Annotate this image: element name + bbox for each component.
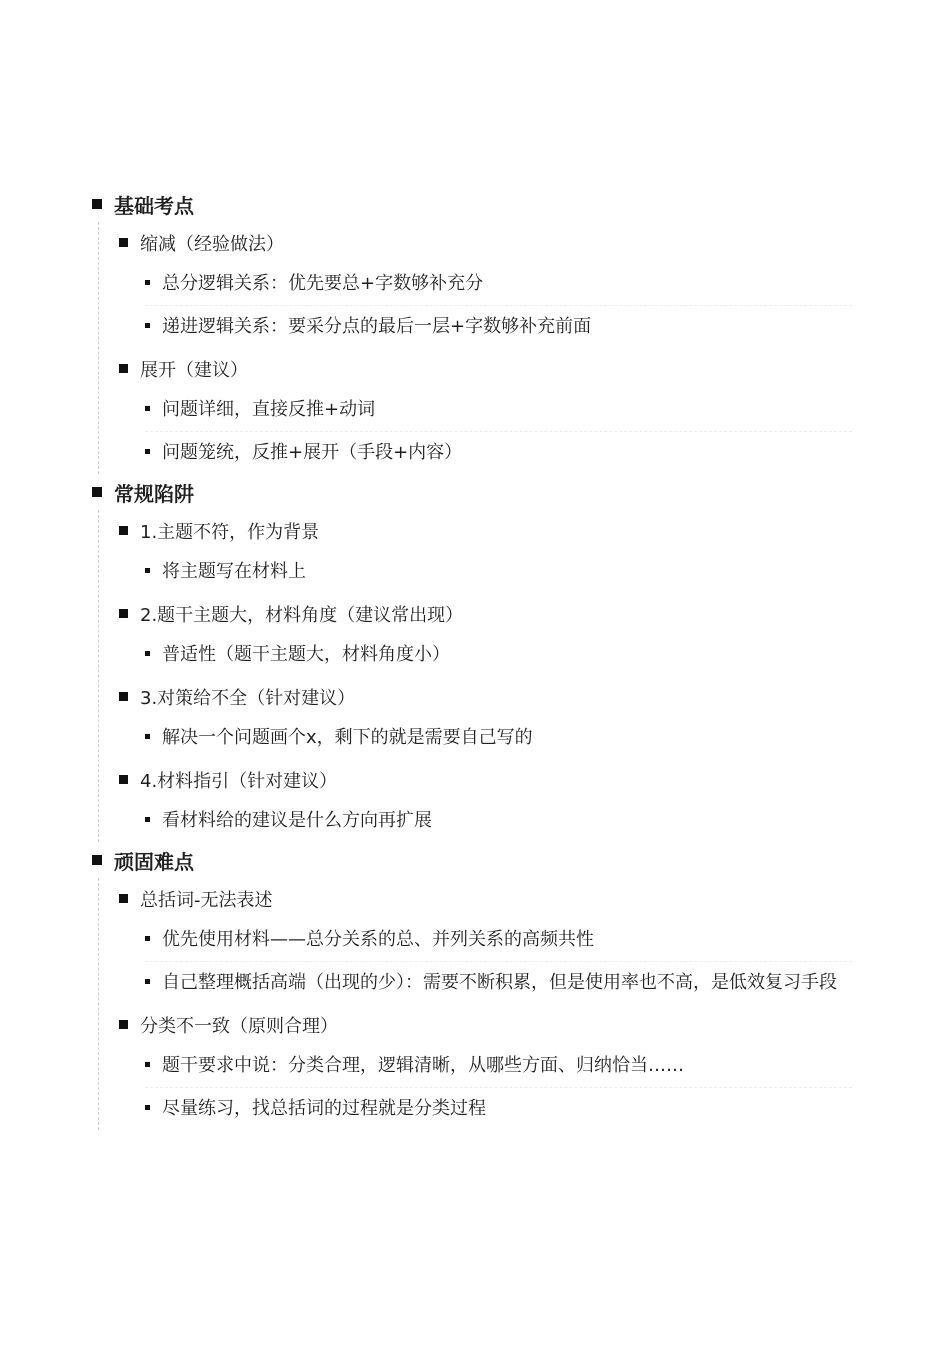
subsection-header[interactable] (119, 510, 852, 551)
list-item (145, 432, 852, 474)
list-item (145, 263, 852, 306)
item-text: 尽量练习，找总括词的过程就是分类过程 (162, 1098, 486, 1119)
bullet-icon (145, 323, 150, 328)
item-text: 总分逻辑关系：优先要总+字数够补充分 (162, 273, 484, 294)
subsection (119, 1004, 852, 1130)
subsection (119, 593, 852, 676)
section (92, 474, 852, 842)
subsection-body (123, 389, 852, 474)
bullet-icon (145, 734, 150, 739)
section-body (98, 878, 852, 1130)
subsection-body (123, 919, 852, 1004)
section (92, 842, 852, 1130)
item-text: 解决一个问题画个x，剩下的就是需要自己写的 (162, 727, 533, 748)
subsection-header[interactable] (119, 222, 852, 263)
subsection-header[interactable] (119, 348, 852, 389)
subsection-title: 2.题干主题大，材料角度（建议常出现） (140, 604, 464, 626)
subsection-title: 总括词-无法表述 (140, 889, 273, 911)
square-bullet-icon (119, 894, 128, 903)
subsection-title: 缩减（经验做法） (140, 233, 284, 255)
section-header[interactable] (92, 186, 852, 222)
subsection-body (123, 551, 852, 593)
square-bullet-icon (92, 855, 102, 865)
subsection-title: 1.主题不符，作为背景 (140, 521, 320, 543)
bullet-icon (145, 817, 150, 822)
subsection-title: 3.对策给不全（针对建议） (140, 687, 356, 709)
bullet-icon (145, 651, 150, 656)
item-text: 问题笼统，反推+展开（手段+内容） (162, 442, 463, 463)
square-bullet-icon (119, 238, 128, 247)
square-bullet-icon (119, 364, 128, 373)
list-item (145, 551, 852, 593)
item-text: 自己整理概括高端（出现的少）：需要不断积累，但是使用率也不高，是低效复习手段 (162, 972, 837, 993)
list-item (145, 919, 852, 962)
item-text: 将主题写在材料上 (162, 561, 306, 582)
section-title: 顽固难点 (114, 849, 194, 874)
square-bullet-icon (119, 692, 128, 701)
bullet-icon (145, 1105, 150, 1110)
item-text: 普适性（题干主题大，材料角度小） (162, 644, 450, 665)
subsection-header[interactable] (119, 878, 852, 919)
list-item (145, 962, 852, 1004)
subsection (119, 676, 852, 759)
outline (92, 186, 852, 1130)
subsection-body (123, 1045, 852, 1130)
item-text: 递进逻辑关系：要采分点的最后一层+字数够补充前面 (162, 316, 592, 337)
list-item (145, 1045, 852, 1088)
subsection-title: 分类不一致（原则合理） (140, 1015, 338, 1037)
subsection-header[interactable] (119, 759, 852, 800)
section-header[interactable] (92, 842, 852, 878)
list-item (145, 389, 852, 432)
bullet-icon (145, 979, 150, 984)
square-bullet-icon (119, 526, 128, 535)
square-bullet-icon (119, 609, 128, 618)
item-text: 优先使用材料——总分关系的总、并列关系的高频共性 (162, 929, 594, 950)
square-bullet-icon (119, 775, 128, 784)
item-text: 看材料给的建议是什么方向再扩展 (162, 810, 432, 831)
section-header[interactable] (92, 474, 852, 510)
subsection-title: 4.材料指引（针对建议） (140, 770, 338, 792)
bullet-icon (145, 449, 150, 454)
subsection (119, 759, 852, 842)
subsection-header[interactable] (119, 676, 852, 717)
subsection (119, 878, 852, 1004)
subsection (119, 222, 852, 348)
section-title: 基础考点 (114, 193, 194, 218)
item-text: 题干要求中说：分类合理，逻辑清晰，从哪些方面、归纳恰当…… (162, 1055, 684, 1076)
square-bullet-icon (92, 199, 102, 209)
subsection (119, 510, 852, 593)
list-item (145, 1088, 852, 1130)
section (92, 186, 852, 474)
square-bullet-icon (92, 487, 102, 497)
square-bullet-icon (119, 1020, 128, 1029)
subsection (119, 348, 852, 474)
bullet-icon (145, 280, 150, 285)
section-body (98, 222, 852, 474)
bullet-icon (145, 406, 150, 411)
list-item (145, 634, 852, 676)
section-body (98, 510, 852, 842)
list-item (145, 800, 852, 842)
item-text: 问题详细，直接反推+动词 (162, 399, 376, 420)
list-item (145, 306, 852, 348)
subsection-body (123, 717, 852, 759)
subsection-title: 展开（建议） (140, 359, 248, 381)
subsection-body (123, 263, 852, 348)
subsection-header[interactable] (119, 1004, 852, 1045)
bullet-icon (145, 568, 150, 573)
bullet-icon (145, 1062, 150, 1067)
subsection-body (123, 800, 852, 842)
subsection-body (123, 634, 852, 676)
subsection-header[interactable] (119, 593, 852, 634)
list-item (145, 717, 852, 759)
bullet-icon (145, 936, 150, 941)
section-title: 常规陷阱 (114, 481, 194, 506)
